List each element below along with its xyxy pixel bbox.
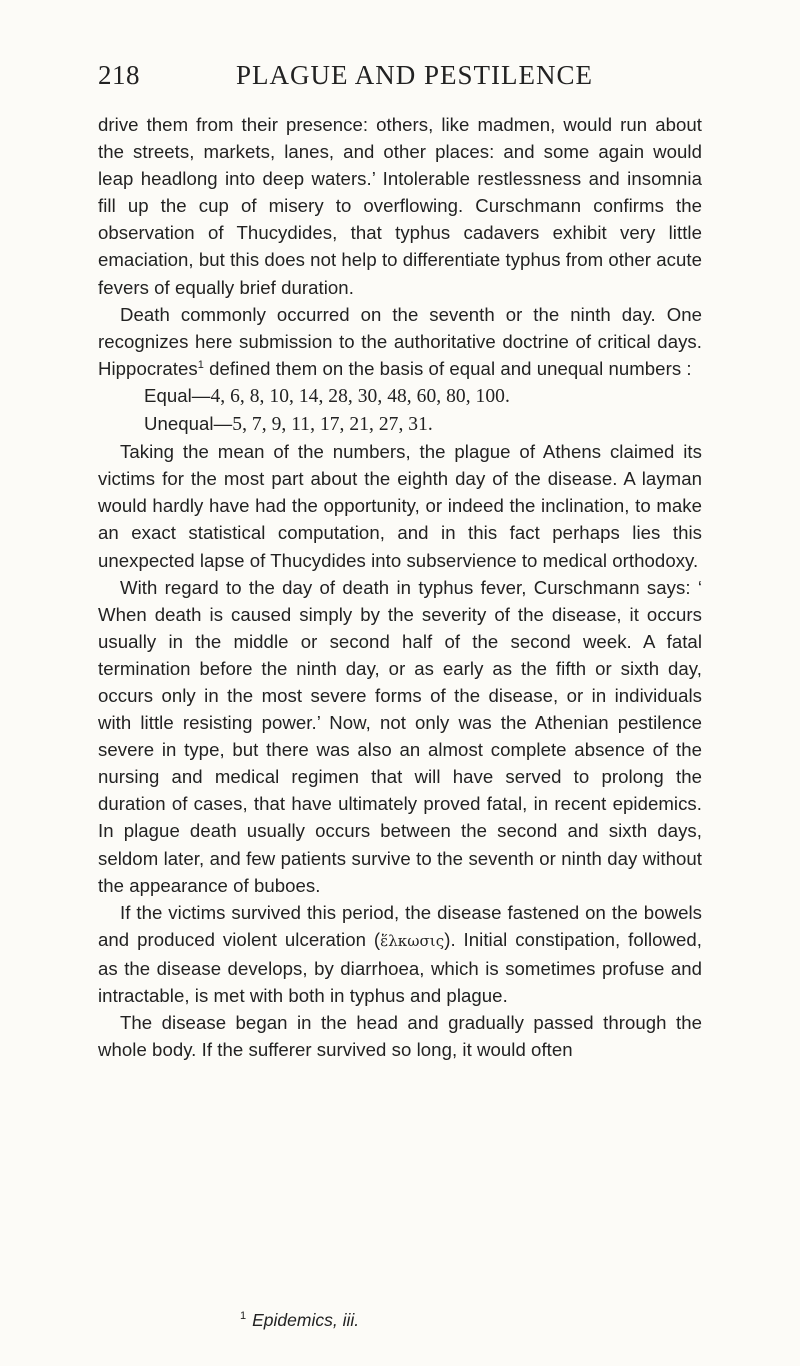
footnote [240, 1310, 359, 1331]
page-number: 218 [98, 60, 140, 90]
running-title: PLAGUE AND PESTILENCE [236, 60, 593, 90]
body-text [98, 111, 702, 1063]
paragraph-2 [98, 301, 702, 382]
unequal-numbers: 5, 7, 9, 11, 17, 21, 27, 31. [232, 414, 433, 436]
paragraph-2-text-cont: defined them on the basis of equal and unequal numbers : [203, 357, 692, 379]
paragraph-2-text: Death commonly occurred on the seventh or the ninth day. One recognizes here submission to the authoritative doctrine of critical days. Hippocrates [98, 303, 702, 379]
footnote-reference: 1 [197, 358, 204, 371]
paragraph-4: With regard to the day of death in typhus fever, Curschmann says: ‘ When death is caused simply by the severity of the disease, it occurs usually in the middle or second half of the second week. A fatal termination before the ninth day, or as early as the fifth or sixth day, occurs only in the most severe forms of the disease, or in individuals with little resisting power.’ Now, not only was the Athenian pestilence severe in type, but there was also an almost complete absence of the nursing and medical regimen that will have served to prolong the duration of cases, that have ultimately proved fatal, in recent epidemics. In plague death usually occurs between the second and sixth days, seldom later, and few patients survive to the seventh or ninth day without the appearance of buboes. [98, 576, 702, 896]
paragraph-1: drive them from their presence: others, like madmen, would run about the streets, markets, lanes, and other places: and some again would leap headlong into deep waters.’ Intolerable restlessness and insomnia fill up the cup of misery to overflowing. Curschmann confirms the observation of Thucydides, that typhus cadavers exhibit very little emaciation, but this does not help to differentiate typhus from other acute fevers of equally brief duration. [98, 114, 702, 298]
equal-numbers: 4, 6, 8, 10, 14, 28, 30, 48, 60, 80, 100. [210, 385, 510, 407]
footnote-text: Epidemics, iii. [252, 1310, 360, 1330]
equal-label: Equal— [144, 384, 211, 406]
paragraph-5 [98, 899, 702, 1009]
page-header [0, 60, 800, 96]
greek-term: ἕλκωσις [380, 931, 445, 950]
paragraph-5-text: If the victims survived this period, the disease fastened on the bowels and produced violent ulceration ( [98, 901, 702, 950]
equal-numbers-row [98, 382, 702, 410]
unequal-numbers-row [98, 410, 702, 438]
paragraph-5-text-cont: ). Initial constipation, followed, as the disease develops, by diarrhoea, which is sometimes profuse and intractable, is met with both in typhus and plague. [98, 928, 702, 1006]
paragraph-6: The disease began in the head and gradually passed through the whole body. If the sufferer survived so long, it would often [98, 1012, 702, 1061]
footnote-mark: 1 [240, 1310, 247, 1323]
paragraph-3: Taking the mean of the numbers, the plague of Athens claimed its victims for the most part about the eighth day of the disease. A layman would hardly have had the opportunity, or indeed the inclination, to make an exact statistical computation, and in this fact perhaps lies this unexpected lapse of Thucydides into subservience to medical orthodoxy. [98, 441, 702, 571]
unequal-label: Unequal— [144, 413, 233, 435]
